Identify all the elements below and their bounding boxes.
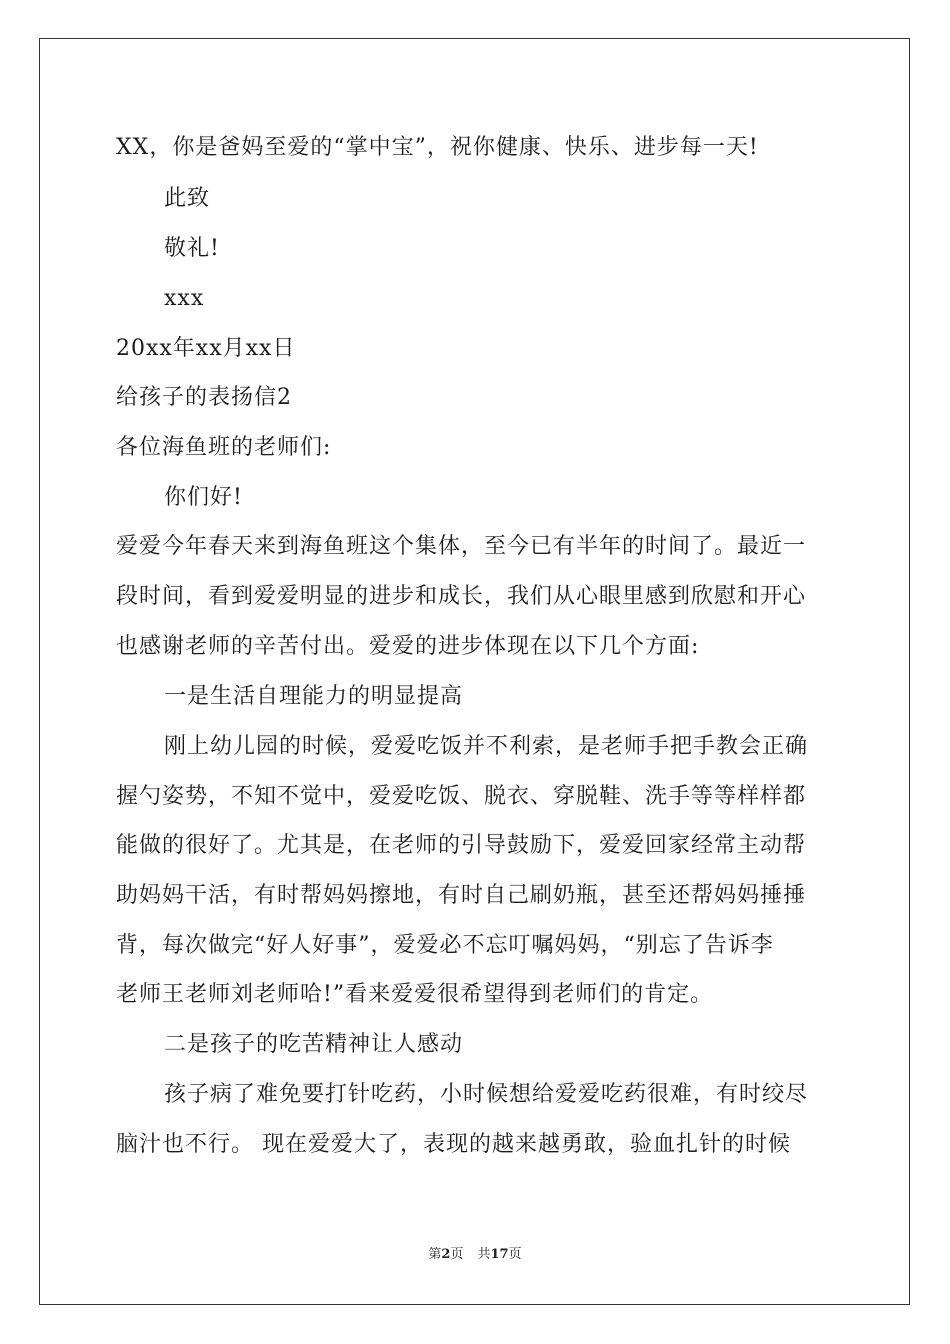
total-pages: 17	[490, 1247, 509, 1262]
total-prefix: 共	[477, 1247, 491, 1262]
paragraph-line: 老师王老师刘老师哈!”看来爱爱很希望得到老师们的肯定。	[116, 982, 714, 1007]
letter-title: 给孩子的表扬信2	[116, 385, 292, 410]
signature: xxx	[164, 286, 205, 311]
date-line: 20xx年xx月xx日	[116, 336, 296, 361]
closing-wish: XX，你是爸妈至爱的“掌中宝”，祝你健康、快乐、进步每一天!	[116, 135, 759, 160]
total-suffix: 页	[508, 1247, 522, 1262]
page-suffix: 页	[450, 1247, 464, 1262]
section-heading-1: 一是生活自理能力的明显提高	[164, 684, 464, 709]
greeting-hello: 你们好!	[164, 485, 243, 510]
paragraph-line: 孩子病了难免要打针吃药，小时候想给爱爱吃药很难，有时绞尽	[164, 1082, 809, 1107]
paragraph-line: 能做的很好了。尤其是，在老师的引导鼓励下，爱爱回家经常主动帮	[116, 833, 807, 858]
paragraph-line: 背，每次做完“好人好事”，爱爱必不忘叮嘱妈妈，“别忘了告诉李	[116, 933, 774, 958]
paragraph-line: 握勺姿势，不知不觉中，爱爱吃饭、脱衣、穿脱鞋、洗手等等样样都	[116, 784, 807, 809]
paragraph-line: 爱爱今年春天来到海鱼班这个集体，至今已有半年的时间了。最近一	[116, 534, 807, 559]
paragraph-line: 刚上幼儿园的时候，爱爱吃饭并不利索，是老师手把手教会正确	[164, 734, 809, 759]
section-heading-2: 二是孩子的吃苦精神让人感动	[164, 1032, 464, 1057]
paragraph-line: 也感谢老师的辛苦付出。爱爱的进步体现在以下几个方面:	[116, 634, 700, 659]
page-number: 2	[441, 1247, 451, 1262]
greeting-recipient: 各位海鱼班的老师们:	[116, 435, 332, 460]
paragraph-line: 段时间，看到爱爱明显的进步和成长，我们从心眼里感到欣慰和开心	[116, 584, 807, 609]
page-prefix: 第	[428, 1247, 442, 1262]
salutation-jingli: 敬礼!	[164, 236, 220, 261]
page-footer	[0, 1246, 950, 1264]
paragraph-line: 脑汁也不行。 现在爱爱大了，表现的越来越勇敢，验血扎针的时候	[116, 1132, 791, 1157]
salutation-cizhi: 此致	[164, 186, 211, 211]
page-border	[39, 38, 910, 1305]
paragraph-line: 助妈妈干活，有时帮妈妈擦地，有时自己刷奶瓶，甚至还帮妈妈捶捶	[116, 883, 807, 908]
